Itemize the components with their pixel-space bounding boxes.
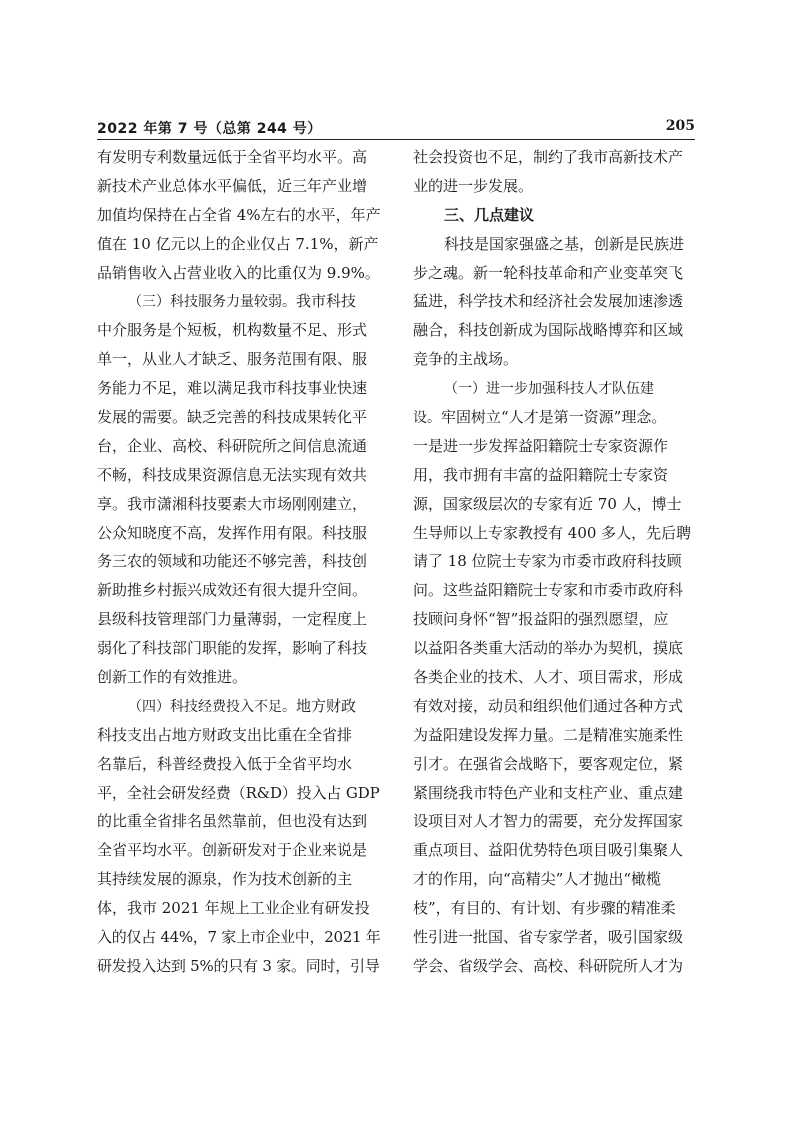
text-line [413,576,696,605]
line-text: 以益阳各类重大活动的举办为契机，摸底 [413,639,684,658]
text-line [97,807,380,836]
text-line [413,779,696,808]
text-line [97,461,380,490]
subsection-heading: （一）进一步加强科技人才队伍建 [444,381,654,398]
text-line [97,923,380,952]
section-heading: 三、几点建议 [444,205,535,224]
text-line [413,432,696,461]
line-text: 科技是国家强盛之基，创新是民族进 [444,234,685,253]
text-line [413,230,696,259]
line-text: 县级科技管理部门力量薄弱，一定程度上 [97,610,368,629]
line-text: 生导师以上专家教授有 400 多人，先后聘 [413,523,692,542]
text-line [97,865,380,894]
line-text: 的比重全省排名虽然靠前，但也没有达到 [97,812,368,831]
text-line [97,287,380,316]
line-text: 新技术产业总体水平偏低，近三年产业增 [97,176,368,195]
text-line [97,605,380,634]
text-line [413,461,696,490]
line-text: 设项目对人才智力的需要，充分发挥国家 [413,812,684,831]
line-text: 务能力不足，难以满足我市科技事业快速 [97,379,368,398]
line-text: 创新工作的有效推进。 [97,668,248,687]
line-text: 牢固树立“人才是第一资源”理念。 [441,408,667,427]
text-line [413,865,696,894]
line-text: 体，我市 2021 年规上工业企业有研发投 [97,899,370,918]
line-text: 品销售收入占营业收入的比重仅为 9.9%。 [97,263,380,282]
text-line [413,721,696,750]
line-text: 竞争的主战场。 [413,350,519,369]
text-line [97,952,380,981]
text-line [97,316,380,345]
line-text: 新助推乡村振兴成效还有很大提升空间。 [97,581,368,600]
line-text: 紧围绕我市特色产业和支柱产业、重点建 [413,783,684,802]
line-text: 不畅，科技成果资源信息无法实现有效共 [97,465,368,484]
line-text: 台，企业、高校、科研院所之间信息流通 [97,436,368,455]
line-text: 单一，从业人才缺乏、服务范围有限、服 [97,350,368,369]
line-text: 发展的需要。缺乏完善的科技成果转化平 [97,408,368,427]
line-text: 科技支出占地方财政支出比重在全省排 [97,725,353,744]
text-line [413,519,696,548]
left-text-column [97,143,380,981]
line-text: 为益阳建设发挥力量。二是精准实施柔性 [413,725,684,744]
line-text: 融合，科技创新成为国际战略博弈和区域 [413,321,684,340]
line-text: 有发明专利数量远低于全省平均水平。高 [97,148,368,166]
text-line [97,345,380,374]
text-line [97,143,380,172]
line-text: 请了 18 位院士专家为市委市政府科技顾 [413,552,682,571]
line-text: 公众知晓度不高，发挥作用有限。科技服 [97,523,368,542]
issue-label: 2022 年第 7 号（总第 244 号） [97,121,322,137]
line-text: 中介服务是个短板，机构数量不足、形式 [97,321,368,340]
text-line [97,490,380,519]
line-text: 各类企业的技术、人才、项目需求，形成 [413,668,684,687]
text-line [97,576,380,605]
line-text: 业的进一步发展。 [413,176,534,195]
line-text: 用，我市拥有丰富的益阳籍院士专家资 [413,465,669,484]
text-line [413,605,696,634]
line-text: 技顾问身怀“智”报益阳的强烈愿望，应 [413,610,669,629]
text-line [97,692,380,721]
line-text: 重点项目、益阳优势特色项目吸引集聚人 [413,841,684,860]
text-line [97,894,380,923]
text-line [97,779,380,808]
text-line [97,634,380,663]
line-text: 才的作用，向“高精尖”人才抛出“橄榄 [413,870,662,889]
text-line [413,894,696,923]
text-line [97,432,380,461]
text-line [413,374,696,403]
text-line [413,547,696,576]
page-number: 205 [665,118,695,134]
text-line [413,259,696,288]
line-text: 平，全社会研发经费（R&D）投入占 GDP [97,783,380,802]
line-text: 猛进，科学技术和经济社会发展加速渗透 [413,292,684,311]
text-line [413,952,696,981]
line-text: 引才。在强省会战略下，要客观定位，紧 [413,754,684,773]
line-text: 加值均保持在占全省 4%左右的水平，年产 [97,205,381,224]
text-line [413,316,696,345]
text-line [413,172,696,201]
text-line [97,519,380,548]
line-text: 源，国家级层次的专家有近 70 人，博士 [413,494,682,513]
text-line [97,374,380,403]
text-line [413,201,696,230]
line-text: 社会投资也不足，制约了我市高新技术产 [413,148,684,166]
line-text: 研发投入达到 5%的只有 3 家。同时，引导 [97,956,380,975]
line-text: 步之魂。新一轮科技革命和产业变革突飞 [413,263,684,282]
line-text: 值在 10 亿元以上的企业仅占 7.1%，新产 [97,234,379,253]
text-line [97,663,380,692]
line-text: 有效对接，动员和组织他们通过各种方式 [413,696,684,715]
page-header [97,117,695,140]
text-line [97,172,380,201]
text-line [97,259,380,288]
line-text: 一是进一步发挥益阳籍院士专家资源作 [413,436,669,455]
line-text: 我市科技 [296,292,357,311]
text-line [413,807,696,836]
line-text: 问。这些益阳籍院士专家和市委市政府科 [413,581,684,600]
line-text: 学会、省级学会、高校、科研院所人才为 [413,956,684,975]
text-line [413,143,696,172]
text-line [413,634,696,663]
text-line [413,750,696,779]
text-line [97,201,380,230]
text-line [413,490,696,519]
text-line [413,403,696,432]
line-text: 名靠后，科普经费投入低于全省平均水 [97,754,353,773]
line-text: 弱化了科技部门职能的发挥，影响了科技 [97,639,368,658]
text-line [97,403,380,432]
text-line [413,345,696,374]
line-text: 务三农的领域和功能还不够完善，科技创 [97,552,368,571]
line-text: 其持续发展的源泉，作为技术创新的主 [97,870,353,889]
line-text: 枝”，有目的、有计划、有步骤的精准柔 [413,899,676,918]
line-text: 享。我市潇湘科技要素大市场刚刚建立， [97,494,368,513]
line-text: 全省平均水平。创新研发对于企业来说是 [97,841,368,860]
text-line [97,547,380,576]
subsection-heading: （三）科技服务力量较弱。 [128,294,296,311]
line-text: 地方财政 [296,696,357,715]
right-text-column [413,143,696,981]
subsection-heading: （四）科技经费投入不足。 [128,698,296,715]
text-line [413,663,696,692]
text-line [97,836,380,865]
text-line [97,721,380,750]
subsection-heading: 设。 [413,410,441,427]
text-line [413,287,696,316]
line-text: 性引进一批国、省专家学者，吸引国家级 [413,928,684,947]
text-line [97,230,380,259]
text-line [413,836,696,865]
text-line [413,692,696,721]
text-line [97,750,380,779]
text-line [413,923,696,952]
line-text: 入的仅占 44%，7 家上市企业中，2021 年 [97,928,381,947]
